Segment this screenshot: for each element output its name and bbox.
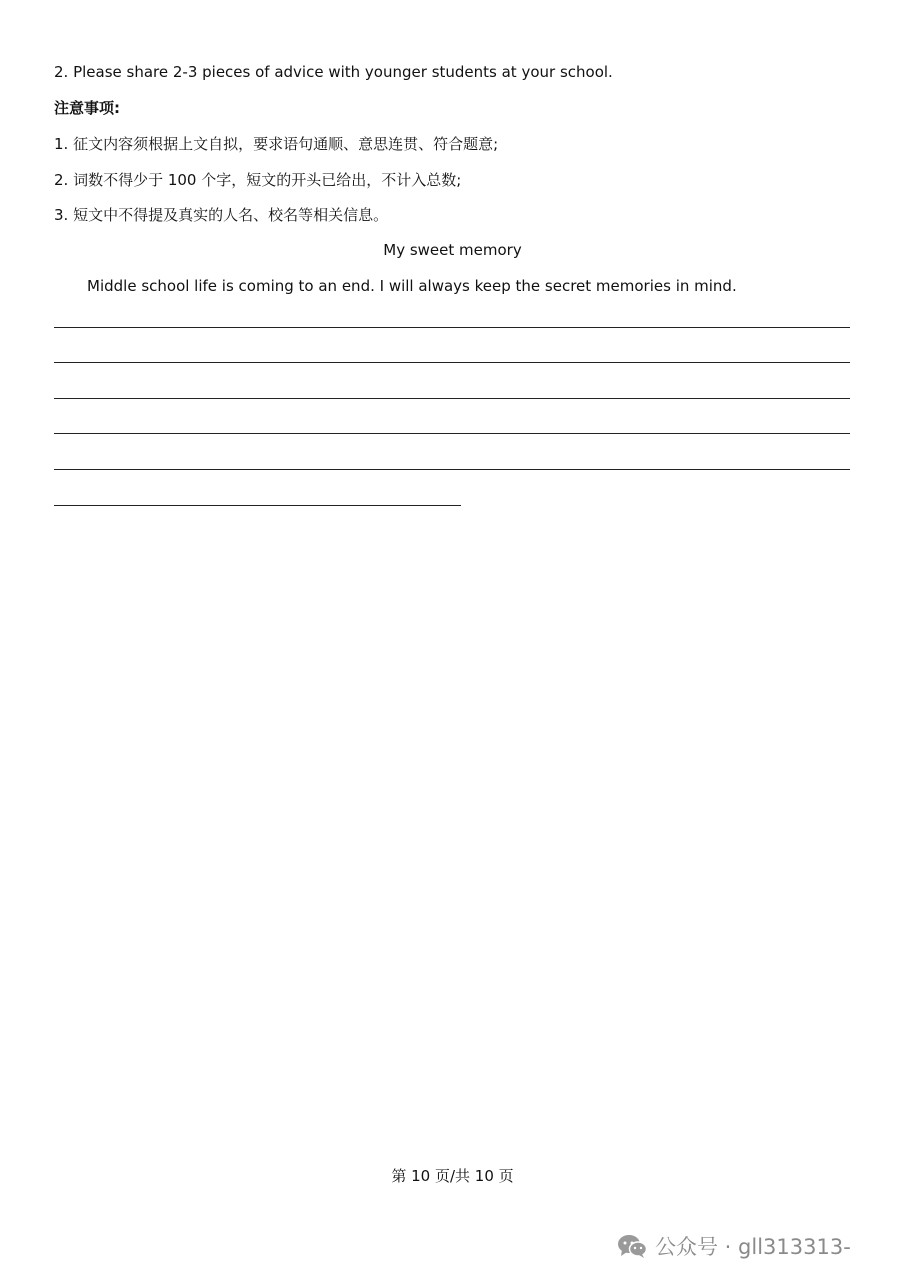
essay-opening: Middle school life is coming to an end. I will always keep the secret memories in mind. bbox=[87, 277, 737, 295]
writing-line[interactable] bbox=[54, 433, 850, 434]
watermark bbox=[617, 1232, 851, 1260]
writing-line[interactable] bbox=[54, 398, 850, 399]
notice-item-2: 2. 词数不得少于 100 个字，短文的开头已给出，不计入总数; bbox=[54, 171, 462, 189]
notice-item-3: 3. 短文中不得提及真实的人名、校名等相关信息。 bbox=[54, 206, 389, 224]
essay-title: My sweet memory bbox=[383, 241, 522, 259]
wechat-icon bbox=[617, 1233, 647, 1259]
notice-heading: 注意事项: bbox=[54, 99, 120, 117]
question-2: 2. Please share 2-3 pieces of advice with younger students at your school. bbox=[54, 63, 613, 81]
writing-line[interactable] bbox=[54, 469, 850, 470]
page-number: 第 10 页/共 10 页 bbox=[391, 1167, 514, 1185]
writing-line[interactable] bbox=[54, 362, 850, 363]
writing-line[interactable] bbox=[54, 327, 850, 328]
writing-line-partial[interactable] bbox=[54, 505, 461, 506]
watermark-text: 公众号 · gll313313- bbox=[655, 1235, 851, 1259]
notice-item-1: 1. 征文内容须根据上文自拟，要求语句通顺、意思连贯、符合题意; bbox=[54, 135, 499, 153]
